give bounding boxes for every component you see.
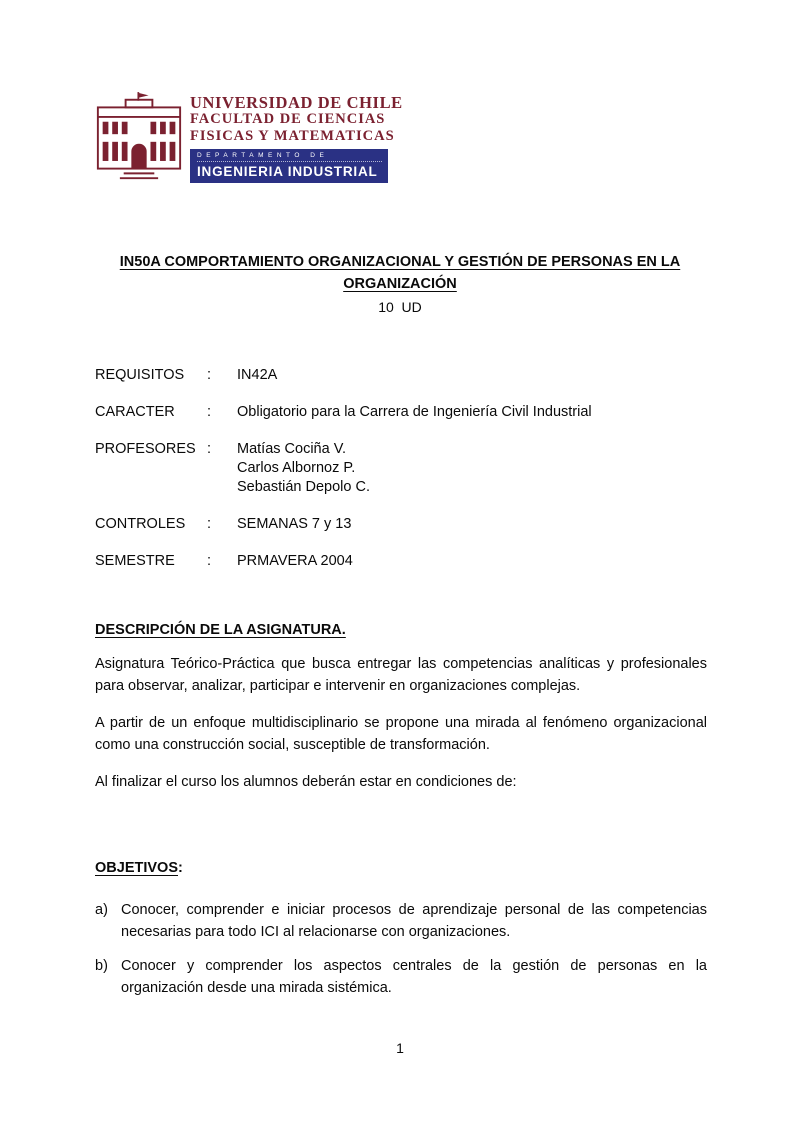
description-section [95,621,707,794]
logo-text [190,92,403,184]
course-header [0,251,800,315]
info-label: SEMESTRE [95,553,175,569]
professor-list [237,440,707,497]
department-banner [190,149,388,183]
info-label: REQUISITOS [95,367,185,383]
faculty-name-line1: FACULTAD DE CIENCIAS [190,111,386,128]
objective-text: Conocer, comprender e iniciar procesos de aprendizaje personal de las competencias necesarias para todo ICI al relacionarse con organizaciones. [121,902,707,940]
objective-marker: b) [95,958,108,974]
info-separator: : [207,404,212,420]
page-number: 1 [396,1040,404,1056]
info-row-caracter [95,403,707,422]
info-value: Obligatorio para la Carrera de Ingeniería Civil Industrial [237,404,592,420]
professor-name: Sebastián Depolo C. [237,479,370,495]
objective-marker: a) [95,902,108,918]
info-separator: : [207,516,212,532]
description-paragraph: A partir de un enfoque multidisciplinario se propone una mirada al fenómeno organizacional como una construcción social, susceptible de transformación. [95,715,707,753]
info-row-controles [95,515,707,534]
description-paragraph: Asignatura Teórico-Práctica que busca entregar las competencias analíticas y profesionales para observar, analizar, participar e intervenir en organizaciones complejas. [95,656,707,694]
info-value: PRMAVERA 2004 [237,553,353,569]
info-separator: : [207,553,212,569]
university-logo [95,92,403,184]
info-label: PROFESORES [95,441,196,457]
faculty-name-line2: FISICAS Y MATEMATICAS [190,127,395,144]
department-name: INGENIERIA INDUSTRIAL [197,163,378,179]
info-row-requisitos [95,366,707,385]
objective-text: Conocer y comprender los aspectos centrales de la gestión de personas en la organización desde una mirada sistémica. [121,958,707,996]
course-credits: 10 UD [378,298,422,315]
objective-item [95,900,707,943]
info-value: IN42A [237,367,278,383]
info-row-semestre [95,552,707,571]
objectives-heading [95,859,707,878]
professor-name: Matías Cociña V. [237,441,347,457]
course-title: IN50A COMPORTAMIENTO ORGANIZACIONAL Y GESTIÓN DE PERSONAS EN LA ORGANIZACIÓN [119,254,681,293]
professor-name: Carlos Albornoz P. [237,460,356,476]
department-label: DEPARTAMENTO DE [197,152,382,162]
description-heading: DESCRIPCIÓN DE LA ASIGNATURA. [95,622,346,638]
info-separator: : [207,367,212,383]
info-value: SEMANAS 7 y 13 [237,516,352,532]
info-row-profesores [95,440,707,497]
course-info [95,366,707,589]
university-name: UNIVERSIDAD DE CHILE [190,93,403,112]
objectives-heading-colon: : [178,860,183,876]
description-paragraph: Al finalizar el curso los alumnos deberán estar en condiciones de: [95,774,517,790]
info-label: CARACTER [95,404,175,420]
objectives-section [95,859,707,999]
objective-item [95,956,707,999]
objectives-heading-word: OBJETIVOS [95,860,178,876]
info-label: CONTROLES [95,516,186,532]
info-separator: : [207,441,212,457]
university-building-icon [95,92,183,184]
